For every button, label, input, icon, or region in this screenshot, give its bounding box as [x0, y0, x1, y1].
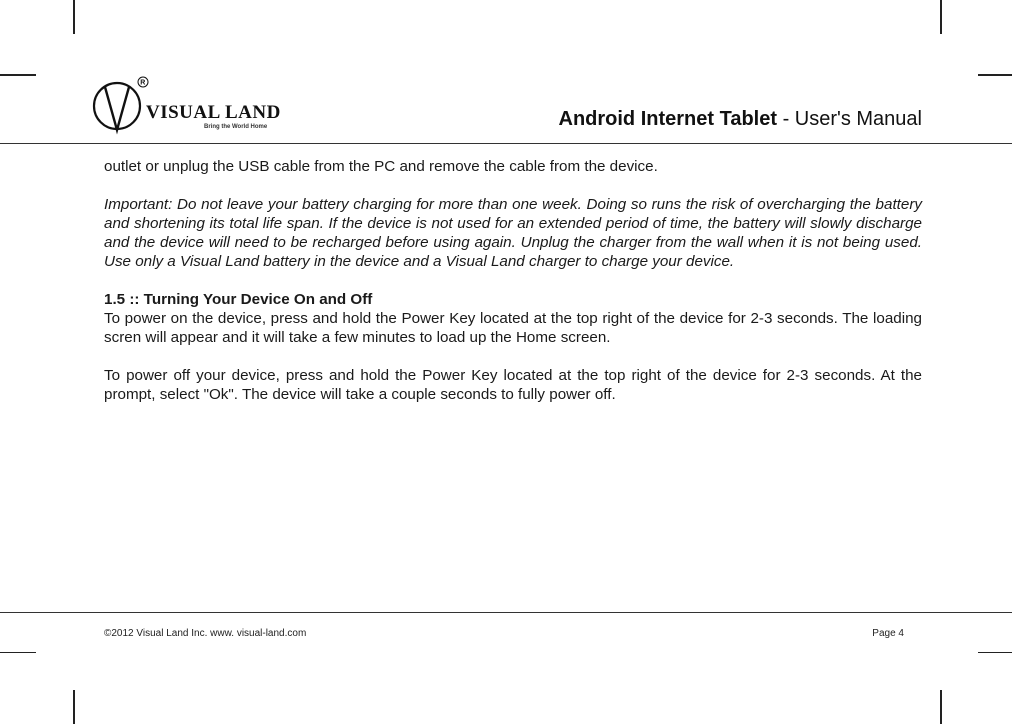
header-rule: [0, 143, 1012, 144]
manual-title-bold: Android Internet Tablet: [558, 108, 778, 130]
crop-mark-top-left: [73, 0, 75, 34]
power-off-paragraph: To power off your device, press and hold the Power Key located at the top right of the device for 2-3 seconds. At the prompt, select "Ok". The device will take a couple seconds to fully power off.: [104, 367, 922, 403]
crop-mark-left-upper: [0, 74, 36, 76]
visual-land-logo: [92, 74, 312, 140]
crop-mark-left-lower: [0, 652, 36, 653]
manual-title-rest: - User's Manual: [777, 108, 922, 130]
page-content: [104, 157, 922, 423]
logo-tagline: Bring the World Home: [204, 124, 268, 130]
crop-mark-right-upper: [978, 74, 1012, 76]
crop-mark-bottom-left: [73, 690, 75, 724]
section-heading: 1.5 :: Turning Your Device On and Off: [104, 291, 373, 308]
manual-title: [559, 108, 923, 131]
footer-rule: [0, 612, 1012, 613]
page-number: Page 4: [872, 628, 904, 639]
v-circle-logo-icon: [92, 74, 152, 140]
logo-name: VISUAL LAND: [146, 102, 281, 123]
page-header: [92, 74, 922, 140]
footer-copyright: ©2012 Visual Land Inc. www. visual-land.com: [104, 628, 307, 639]
power-on-paragraph: To power on the device, press and hold the Power Key located at the top right of the device for 2-3 seconds. The loading scren will appear and it will take a few minutes to load up the Home screen.: [104, 310, 922, 346]
crop-mark-right-lower: [978, 652, 1012, 653]
crop-mark-bottom-right: [940, 690, 942, 724]
intro-paragraph: outlet or unplug the USB cable from the PC and remove the cable from the device.: [104, 158, 658, 175]
crop-mark-top-right: [940, 0, 942, 34]
svg-text:R: R: [140, 79, 146, 87]
important-note: Important: Do not leave your battery charging for more than one week. Doing so runs the risk of overcharging the battery and shortening its total life span. If the device is not used for an extended period of time, the battery will slowly discharge and the device will need to be recharged before using again. Unplug the charger from the wall when it is not being used. Use only a Visual Land battery in the device and a Visual Land charger to charge your device.: [104, 196, 922, 270]
